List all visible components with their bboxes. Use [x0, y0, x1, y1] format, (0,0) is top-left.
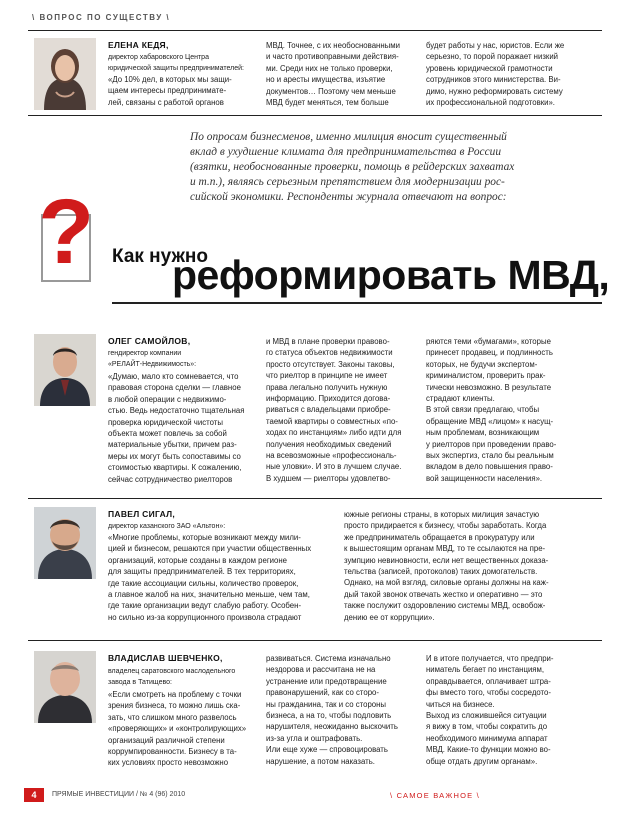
answer-column-3: ряются теми «бумагами», которые принесет продавец, и подлинность которых, не будучи экспертом- криминалистом, проверить прак- тически невозможно. В результате страдают клиенты. В этой связи предлагаю, чтобы обращение МВД «лицом» к насущ- ным проблемам, возникающим у риелторов при проведении право- вых экспертиз, стало бы реальным вкладом в дело повышения право- вой защищенности населения».	[426, 337, 557, 483]
section-tag: \ ВОПРОС ПО СУЩЕСТВУ \	[32, 13, 171, 22]
answer-column-2: и МВД в плане проверки правово- го статуса объектов недвижимости просто отсутствует. Законы таковы, что риелтор в принципе не имеет права легально получить нужную информацию. Приходится догова- риваться с владельцами приобре- таемой квартиры о совместных «по- ходах по инстанциям» либо идти для получения необходимых сведений на всевозможные «профессиональ- ные уловки». И это в лучшем случае. В худшем — риелторы удовлетво-	[266, 337, 402, 483]
respondent-position: директор хабаровского Центра юридической защиты предпринимателей:	[108, 54, 244, 72]
respondent-position: владелец саратовского маслодельного завода в Татищево:	[108, 668, 236, 686]
svg-text:?: ?	[38, 185, 95, 283]
answer-column-1: «Многие проблемы, которые возникают между мили- цией и бизнесом, решаются при участии общественных организаций, которые созданы в каждом регионе для защиты предпринимателей. В тех территориях, где такие ассоциации сильны, количество проверок, а главное жалоб на них, значительно меньше, чем там, где такие организации ведут слабую работу. Особен- но сильно из-за коррупционного произвола страдают	[108, 533, 312, 622]
footer-section-tag: \ САМОЕ ВАЖНОЕ \	[390, 791, 480, 800]
avatar-vladislav-shevchenko	[34, 651, 96, 723]
respondent-name: ПАВЕЛ СИГАЛ,	[108, 509, 176, 519]
headline-small: Как нужно	[112, 246, 209, 267]
headline-big: реформировать МВД,	[172, 252, 610, 298]
avatar-pavel-sigal	[34, 507, 96, 579]
intro-text: По опросам бизнесменов, именно милиция вносит существенный вклад в ухудшение климата для предпринимательства в России (взятки, необоснованные проверки, помощь в рейдерских захватах и т.п.), являясь серьезным препятствием для модернизации рос- сийской экономики. Респонденты журнала отвечают на вопрос:	[190, 131, 515, 203]
answer-column-1: «Думаю, мало кто сомневается, что правовая сторона сделки — главное в любой операции с недвижимо- стью. Ведь недостаточно тщательная проверка юридической чистоты объекта может повлечь за собой материальные убытки, причем раз- меры их могут быть сопоставимы со стоимостью квартиры. К сожалению, сейчас сотрудничество риелторов	[108, 372, 245, 484]
respondent-name: ЕЛЕНА КЕДЯ,	[108, 40, 169, 50]
answer-column-2: развиваться. Система изначально нездорова и рассчитана не на устранение или предотвращение правонарушений, как со сторо- ны гражданина, так и со стороны бизнеса, а на то, чтобы подловить нарушителя, неожиданно выскочить из-за угла и оштрафовать. Или еще хуже — спровоцировать нарушение, а потом наказать.	[266, 654, 398, 766]
answer-column-1: «Если смотреть на проблему с точки зрения бизнеса, то можно лишь ска- зать, что слишком много развелось «проверяющих» и «контролирующих» организаций различной степени коррумпированности. Бизнесу в та- ких условиях просто невозможно	[108, 690, 247, 768]
answer-column-1: «До 10% дел, в которых мы защи- щаем интересы предпринимате- лей, связаны с работой органов	[108, 75, 232, 107]
respondent-position: гендиректор компании «РЕЛАЙТ-Недвижимость»:	[108, 350, 197, 368]
respondent-name: ВЛАДИСЛАВ ШЕВЧЕНКО,	[108, 653, 223, 663]
answer-column-3: И в итоге получается, что предпри- ниматель бегает по инстанциям, оправдывается, оплачивает штра- фы вместо того, чтобы сосредото- читься на бизнесе. Выход из сложившейся ситуации я вижу в том, чтобы сократить до необходимого минимума аппарат МВД. Какие-то функции можно во- обще отдать другим органам».	[426, 654, 554, 766]
page-number: 4	[24, 788, 44, 802]
respondent-name: ОЛЕГ САМОЙЛОВ,	[108, 336, 191, 346]
divider	[28, 115, 602, 116]
question-mark-icon	[38, 185, 108, 285]
answer-column-3: будет работы у нас, юристов. Если же серьезно, то порой поражает низкий уровень юридической грамотности сотрудников этого министерства. Ви- димо, нужно реформировать систему их профессиональной подготовки».	[426, 41, 565, 108]
answer-column-2: южные регионы страны, в которых милиция зачастую просто придирается к бизнесу, чтобы заработать. Когда же предприниматель обращается в прокуратуру или к вышестоящим органам МВД, то те ссылаются на пре- зумпцию невиновности, если нет вещественных доказа- тельства (записей, протоколов) таких домогательств. Однако, на мой взгляд, силовые органы должны на каж- дый такой звонок отвечать жестко и оперативно — это также послужит оздоровлению системы МВД, освобож- дению ее от коррупции».	[344, 510, 549, 622]
respondent-position: директор казанского ЗАО «Альтон»:	[108, 523, 226, 530]
avatar-oleg-samoylov	[34, 334, 96, 406]
avatar-elena-kedya	[34, 38, 96, 110]
headline-rule	[112, 302, 602, 304]
answer-column-2: МВД. Точнее, с их необоснованными и часто противоправными действия- ми. Среди них не только проверки, но и аресты имущества, изъятие документов… Поэтому чем меньше МВД будет меняться, тем больше	[266, 41, 400, 108]
top-rule	[28, 30, 602, 31]
magazine-title: ПРЯМЫЕ ИНВЕСТИЦИИ / № 4 (96) 2010	[52, 791, 186, 798]
divider	[28, 498, 602, 499]
divider	[28, 640, 602, 641]
